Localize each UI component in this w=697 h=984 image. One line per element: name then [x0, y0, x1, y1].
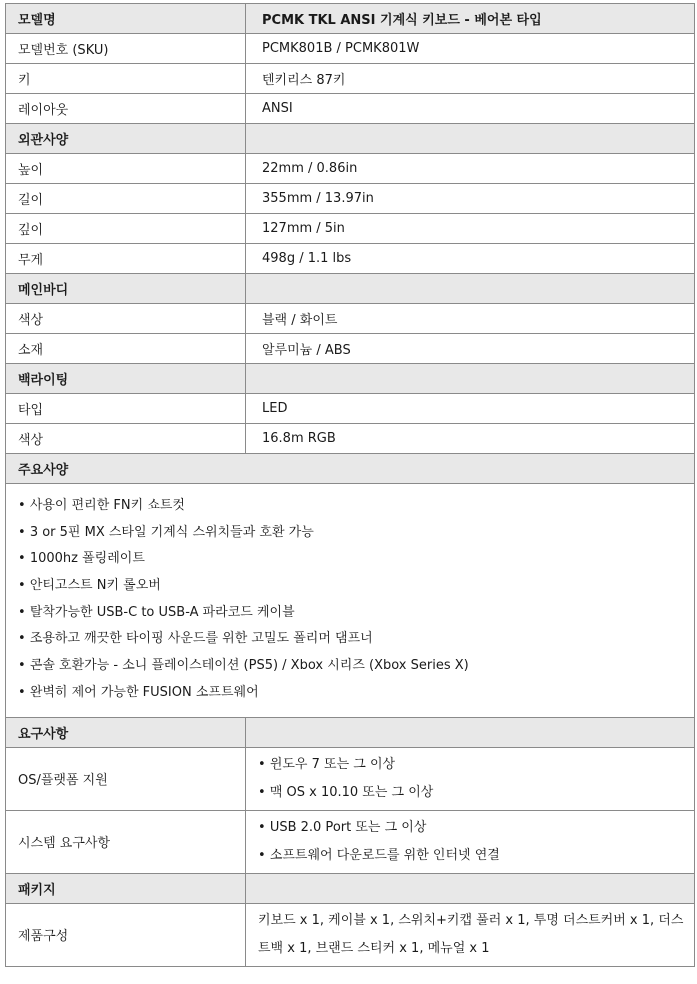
section-header-exterior — [6, 124, 695, 154]
spec-value: 텐키리스 87키 — [246, 64, 695, 94]
spec-row — [6, 304, 695, 334]
spec-label: 모델번호 (SKU) — [6, 34, 246, 64]
spec-row — [6, 214, 695, 244]
spec-label: 색상 — [6, 424, 246, 454]
spec-label: 소재 — [6, 334, 246, 364]
section-header-requirements — [6, 717, 695, 747]
list-item: • 맥 OS x 10.10 또는 그 이상 — [258, 779, 694, 807]
section-header-features — [6, 454, 695, 484]
package-row — [6, 903, 695, 966]
list-item: • 소프트웨어 다운로드를 위한 인터넷 연결 — [258, 842, 694, 870]
spec-value: 127mm / 5in — [246, 214, 695, 244]
spec-row — [6, 394, 695, 424]
section-title: 백라이팅 — [6, 364, 246, 394]
spec-label: 깊이 — [6, 214, 246, 244]
spec-value: 355mm / 13.97in — [246, 184, 695, 214]
section-header-body — [6, 274, 695, 304]
list-item: • 완벽히 제어 가능한 FUSION 소프트웨어 — [18, 680, 694, 707]
spec-value: PCMK801B / PCMK801W — [246, 34, 695, 64]
spec-value: ANSI — [246, 94, 695, 124]
list-item: • 안티고스트 N키 롤오버 — [18, 573, 694, 600]
system-req-list — [258, 814, 694, 870]
spec-value: 블랙 / 화이트 — [246, 304, 695, 334]
model-label: 모델명 — [6, 4, 246, 34]
spec-row — [6, 334, 695, 364]
spec-label: 높이 — [6, 154, 246, 184]
section-title: 요구사항 — [6, 717, 246, 747]
list-item: • USB 2.0 Port 또는 그 이상 — [258, 814, 694, 842]
model-header-row — [6, 4, 695, 34]
spec-value: 498g / 1.1 lbs — [246, 244, 695, 274]
spec-table — [5, 3, 695, 967]
list-item: • 윈도우 7 또는 그 이상 — [258, 751, 694, 779]
list-item: • 1000hz 폴링레이트 — [18, 546, 694, 573]
section-title: 패키지 — [6, 873, 246, 903]
spec-label: 무게 — [6, 244, 246, 274]
section-title: 주요사양 — [6, 454, 695, 484]
list-item: • 콘솔 호환가능 - 소니 플레이스테이션 (PS5) / Xbox 시리즈 (Xbox Series X) — [18, 653, 694, 680]
spec-label: OS/플랫폼 지원 — [6, 747, 246, 810]
spec-row — [6, 184, 695, 214]
spec-label: 키 — [6, 64, 246, 94]
section-title: 메인바디 — [6, 274, 246, 304]
spec-value: 22mm / 0.86in — [246, 154, 695, 184]
os-support-list — [258, 751, 694, 807]
spec-label: 시스템 요구사항 — [6, 810, 246, 873]
list-item: • 조용하고 깨끗한 타이핑 사운드를 위한 고밀도 폴리머 댐프너 — [18, 626, 694, 653]
section-title: 외관사양 — [6, 124, 246, 154]
spec-label: 레이아웃 — [6, 94, 246, 124]
list-item: • 사용이 편리한 FN키 쇼트컷 — [18, 493, 694, 520]
spec-row — [6, 64, 695, 94]
list-item: • 3 or 5핀 MX 스타일 기계식 스위치들과 호환 가능 — [18, 520, 694, 547]
spec-label: 길이 — [6, 184, 246, 214]
spec-row — [6, 424, 695, 454]
spec-row — [6, 34, 695, 64]
package-contents: 키보드 x 1, 케이블 x 1, 스위치+키캡 풀러 x 1, 투명 더스트커버 x 1, 더스트백 x 1, 브랜드 스티커 x 1, 메뉴얼 x 1 — [246, 903, 695, 966]
os-support-row — [6, 747, 695, 810]
list-item: • 탈착가능한 USB-C to USB-A 파라코드 케이블 — [18, 600, 694, 627]
spec-label: 타입 — [6, 394, 246, 424]
model-name: PCMK TKL ANSI 기계식 키보드 - 베어본 타입 — [246, 4, 695, 34]
spec-label: 색상 — [6, 304, 246, 334]
spec-value: 알루미늄 / ABS — [246, 334, 695, 364]
section-header-backlight — [6, 364, 695, 394]
features-list — [18, 493, 694, 707]
spec-row — [6, 94, 695, 124]
features-row — [6, 484, 695, 718]
spec-value: LED — [246, 394, 695, 424]
spec-row — [6, 244, 695, 274]
spec-value: 16.8m RGB — [246, 424, 695, 454]
section-header-package — [6, 873, 695, 903]
spec-row — [6, 154, 695, 184]
system-req-row — [6, 810, 695, 873]
spec-label: 제품구성 — [6, 903, 246, 966]
